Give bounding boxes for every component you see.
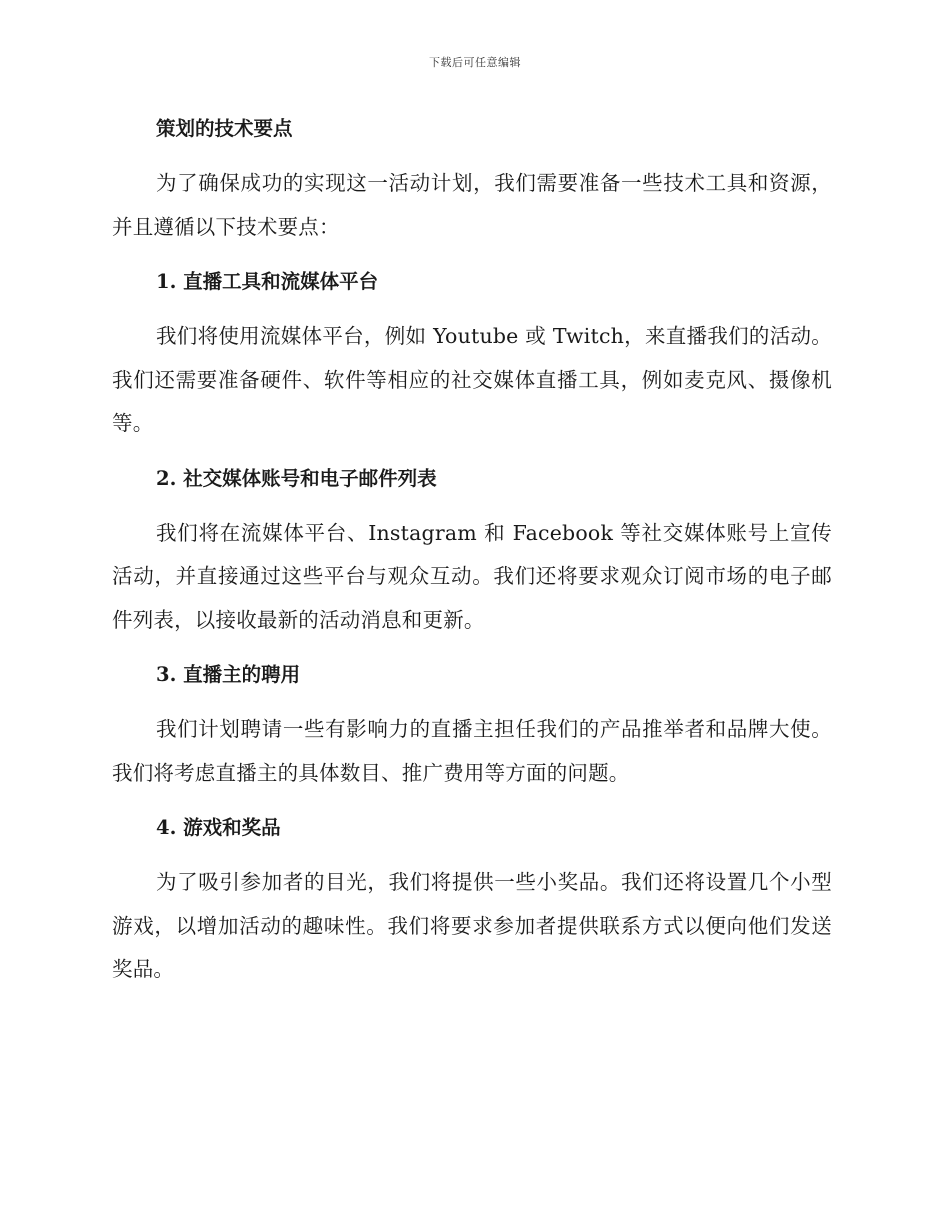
section-heading-1: 1. 直播工具和流媒体平台 bbox=[156, 270, 379, 293]
document-title: 策划的技术要点 bbox=[156, 117, 293, 140]
section-body-3: 我们计划聘请一些有影响力的直播主担任我们的产品推举者和品牌大使。我们将考虑直播主的具体数目、推广费用等方面的问题。 bbox=[112, 717, 832, 785]
section-heading-4: 4. 游戏和奖品 bbox=[156, 816, 281, 839]
section-heading-3: 3. 直播主的聘用 bbox=[156, 663, 301, 686]
section-body-4: 为了吸引参加者的目光，我们将提供一些小奖品。我们还将设置几个小型游戏，以增加活动的趣味性。我们将要求参加者提供联系方式以便向他们发送奖品。 bbox=[112, 870, 832, 981]
section-heading-2: 2. 社交媒体账号和电子邮件列表 bbox=[156, 466, 437, 490]
intro-paragraph: 为了确保成功的实现这一活动计划，我们需要准备一些技术工具和资源，并且遵循以下技术要点： bbox=[112, 171, 832, 239]
document-body bbox=[112, 108, 832, 992]
page-header: 下载后可任意编辑 bbox=[429, 56, 521, 69]
section-body-1: 我们将使用流媒体平台，例如 Youtube 或 Twitch，来直播我们的活动。我们还需要准备硬件、软件等相应的社交媒体直播工具，例如麦克风、摄像机等。 bbox=[112, 324, 832, 435]
section-body-2: 我们将在流媒体平台、Instagram 和 Facebook 等社交媒体账号上宣传活动，并直接通过这些平台与观众互动。我们还将要求观众订阅市场的电子邮件列表，以接收最新的活动消息和更新。 bbox=[112, 520, 832, 632]
